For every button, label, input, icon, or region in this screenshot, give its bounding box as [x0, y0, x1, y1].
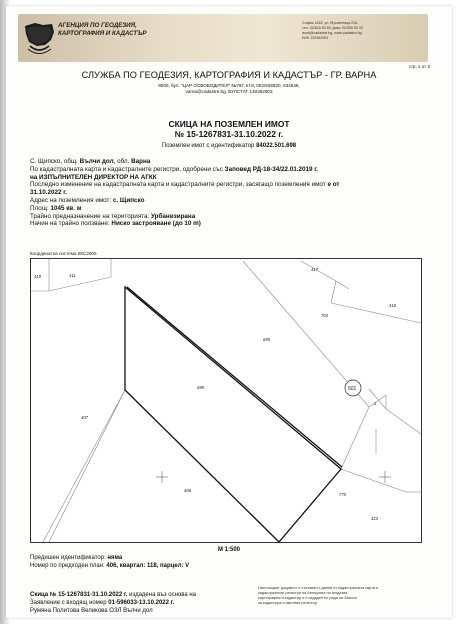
previous-identifier-value: няма — [107, 555, 123, 561]
last-change-line — [30, 181, 430, 189]
parcel-identifier-label: Поземлен имот с идентификатор — [161, 143, 255, 149]
usage-value: Ниско застрояване (до 10 m) — [111, 220, 201, 228]
contact-line: ЕИК 130362903 — [302, 36, 329, 40]
service-name: СЛУЖБА ПО ГЕОДЕЗИЯ, КАРТОГРАФИЯ И КАДАСТЪР - ГР. ВАРНА — [81, 70, 377, 80]
last-change-date-line — [30, 189, 430, 197]
previous-plan-label: Номер по предходен план: — [30, 562, 105, 569]
parcel-label-695: 695 — [263, 337, 270, 342]
boundary-line — [341, 407, 369, 469]
document-page — [6, 6, 452, 618]
office-address-line: varna@cadastre.bg, БУЛСТАТ 130362903 — [185, 89, 273, 94]
contact-line: София 1618, ул. Мусагеница 21А — [302, 21, 358, 25]
boundary-line — [386, 409, 421, 434]
parcel-label-406: 406 — [184, 488, 191, 493]
parcel-info — [30, 158, 430, 228]
parcel-identifier-value: 84022.501.698 — [256, 143, 297, 149]
address-label: Адрес на поземления имот: — [30, 196, 112, 204]
boundary-line — [341, 469, 406, 492]
survey-crosses — [156, 471, 391, 483]
purpose-value: Урбанизирана — [150, 212, 196, 220]
parcel-label-411: 411 — [69, 273, 76, 278]
header-banner — [18, 14, 428, 62]
copyright-line: кадастралните регистри на Агенцията по геодезия, — [258, 591, 349, 595]
previous-plan — [30, 563, 260, 571]
parcel-label-698: 698 — [197, 385, 204, 390]
subject-parcel-698-outline — [127, 287, 342, 467]
parcel-label-1: 1 — [374, 401, 377, 406]
last-change-date: 31.10.2022 г. — [30, 189, 68, 197]
last-change-prefix: е от — [327, 181, 340, 189]
boundary-line — [331, 303, 421, 323]
agency-emblem-icon — [21, 18, 57, 58]
office-address — [6, 83, 452, 95]
parcel-label-423: 423 — [371, 516, 378, 521]
parcel-label-407: 407 — [81, 415, 88, 420]
location-municipality: Вълчи дол — [79, 158, 114, 165]
agency-name-line-1: АГЕНЦИЯ ПО ГЕОДЕЗИЯ, — [58, 22, 137, 29]
location-line — [30, 158, 430, 166]
address-value: с. Щипско — [112, 196, 145, 204]
address-line — [30, 197, 430, 205]
agency-contact — [302, 21, 422, 41]
page-number: стр. 1 от 2 — [408, 64, 430, 69]
boundary-line — [369, 395, 386, 407]
cadastral-map-drawing — [31, 259, 421, 542]
approval-order: Заповед РД-18-34/22.01.2019 г. — [224, 165, 319, 173]
parcel-identifier — [6, 143, 452, 149]
location-region: Варна — [131, 158, 151, 165]
boundary-line — [331, 281, 336, 303]
request-value: 01-596033-13.10.2022 г. — [108, 600, 175, 606]
usage-line — [30, 220, 430, 228]
location-village: С. Щипско — [30, 158, 61, 165]
usage-label: Начин на трайно ползване: — [30, 220, 110, 228]
last-change-text: Последно изменение на кадастралната карта и кадастралните регистри, засягащо поземления имот — [30, 181, 326, 189]
request-number — [30, 599, 260, 607]
previous-identifier — [30, 555, 260, 563]
agency-name — [58, 22, 208, 38]
sketch-issuance — [30, 591, 260, 599]
subject-parcel-698 — [125, 287, 341, 542]
office-address-line: 9000, бул. "ЦАР ОСВОБОДИТЕЛ" №76Г, ет.8, 052/635920, 634638, — [158, 83, 300, 88]
parcel-label-418: 418 — [389, 303, 396, 308]
boundary-line — [369, 389, 386, 409]
parcel-label-417: 417 — [311, 267, 318, 272]
parcel-label-419: 419 — [34, 274, 41, 279]
cadastral-map — [30, 258, 422, 543]
boundary-line — [49, 277, 111, 291]
location-sep: , обл. — [113, 158, 130, 165]
boundary-line — [43, 390, 125, 542]
copyright-line: картография и кадастър и е издаден по реда на Закона — [258, 596, 357, 600]
copyright-line: Настоящият документ е съставен с данни от кадастралната карта и — [258, 586, 379, 590]
document-title — [6, 119, 452, 139]
approval-director-text: на ИЗПЪЛНИТЕЛЕН ДИРЕКТОР НА АГКК — [30, 173, 157, 181]
issuance-info — [30, 591, 260, 615]
contact-line: тел. 02/818 83 83, факс 02/955 53 33 — [302, 26, 363, 30]
quarter-label-501: 501 — [348, 386, 357, 392]
copyright-note — [258, 586, 434, 606]
location-sep: , общ. — [60, 158, 78, 165]
area-label: Площ: — [30, 204, 49, 212]
area-line — [30, 205, 430, 213]
bottom-info — [30, 555, 260, 571]
sketch-number: Скица № 15-1267831-31.10.2022 г. — [30, 592, 128, 598]
sketch-issued-text: издадена въз основа на — [129, 592, 196, 598]
approval-director — [30, 174, 430, 182]
coordinate-system: Координатна система ККС2005 — [30, 251, 97, 256]
map-scale: М 1:500 — [217, 547, 240, 553]
purpose-label: Трайно предназначение на територията: — [30, 212, 150, 220]
signer: Румяна Политова Великова ОЗЛ Вълчи дол — [30, 608, 153, 614]
agency-name-line-2: КАРТОГРАФИЯ И КАДАСТЪР — [58, 30, 147, 37]
copyright-line: за кадастъра и имотния регистър — [258, 601, 318, 605]
approval-line — [30, 166, 430, 174]
area-value: 1045 кв. м — [50, 204, 82, 212]
boundary-line — [336, 281, 349, 289]
parcel-label-704: 704 — [321, 313, 328, 318]
document-title-line-2: № 15-1267831-31.10.2022 г. — [174, 129, 284, 139]
boundary-line — [301, 261, 336, 281]
previous-plan-value: 406, квартал: 118, парцел: V — [106, 562, 190, 569]
document-title-line-1: СКИЦА НА ПОЗЕМЛЕН ИМОТ — [168, 119, 290, 129]
boundary-line — [49, 390, 125, 542]
previous-identifier-label: Предишен идентификатор: — [30, 555, 106, 561]
contact-line: acad@cadastre.bg, www.cadastre.bg — [302, 31, 362, 35]
approval-text: По кадастралната карта и кадастралните регистри, одобрени със — [30, 165, 223, 173]
request-label: Заявление с входящ номер — [30, 600, 107, 606]
parcel-label-775: 775 — [339, 492, 346, 497]
